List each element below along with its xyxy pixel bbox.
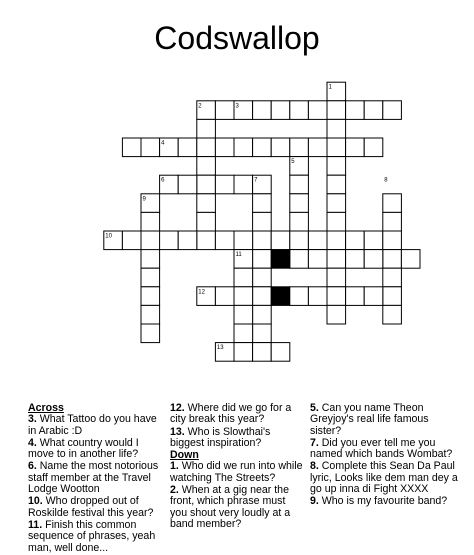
grid-cell[interactable] [327,212,346,231]
grid-cell[interactable] [215,101,234,120]
grid-cell[interactable] [383,231,402,250]
clue-text: Did you ever tell me you named which bands Wombat? [310,436,453,461]
clue-text: Can you name Theon Greyjoy's real life famous sister? [310,402,429,437]
clue-text: Complete this Sean Da Paul lyric, Looks like dem man dey a go up inna di Fight XXXX [310,460,458,496]
grid-cell[interactable] [290,194,309,213]
grid-cell[interactable] [234,231,253,250]
clue-item [170,427,304,450]
clue-item [170,461,304,484]
grid-cell[interactable] [383,250,402,269]
grid-cell[interactable] [253,343,272,362]
grid-cell[interactable] [141,324,160,343]
grid-cell[interactable] [383,287,402,306]
cell-number: 7 [254,177,258,184]
grid-cell[interactable] [290,231,309,250]
grid-cell[interactable] [215,175,234,194]
grid-cell[interactable] [308,250,327,269]
clue-text: Who is Slowthai's biggest inspiration? [170,425,271,449]
clue-text: Who dropped out of Roskilde festival this year? [28,495,154,519]
clue-item [310,461,460,495]
clue-number: 12. [170,402,188,414]
cell-number: 5 [291,159,295,166]
grid-cell[interactable] [290,250,309,269]
grid-cell[interactable] [327,194,346,213]
grid-cell[interactable] [122,138,141,157]
clue-item [310,403,460,437]
grid-cell[interactable] [253,287,272,306]
grid-cell[interactable] [346,287,365,306]
grid-cell[interactable] [197,157,216,176]
grid-cell[interactable] [290,212,309,231]
grid-cell[interactable] [141,287,160,306]
grid-cell[interactable] [290,101,309,120]
grid-cell[interactable] [141,268,160,287]
grid-cell[interactable] [234,324,253,343]
clue-item [28,438,162,461]
grid-cell[interactable] [346,250,365,269]
grid-cell[interactable] [253,305,272,324]
grid-cell[interactable] [215,138,234,157]
grid-cell[interactable] [141,138,160,157]
grid-cell[interactable] [141,250,160,269]
grid-cell[interactable] [308,101,327,120]
grid-cell[interactable] [364,231,383,250]
grid-cell[interactable] [308,231,327,250]
grid-cell[interactable] [327,157,346,176]
clue-text: What country would I move to in another life? [28,436,139,461]
cell-number: 11 [235,252,242,259]
grid-cell[interactable] [290,287,309,306]
clue-text: Where did we go for a city break this year? [170,402,292,426]
grid-cell[interactable] [308,138,327,157]
grid-cell[interactable] [364,138,383,157]
clue-item [310,438,460,461]
grid-cell[interactable] [197,119,216,138]
cell-number: 6 [161,177,165,184]
cell-number: 9 [142,196,146,203]
grid-cell[interactable] [234,268,253,287]
grid-cell[interactable] [327,231,346,250]
grid-cell[interactable] [197,194,216,213]
grid-cell[interactable] [271,343,290,362]
grid-cell[interactable] [290,175,309,194]
grid-cell[interactable] [122,231,141,250]
grid-cell[interactable] [364,101,383,120]
clue-number: 7. [310,436,322,449]
clue-item [170,403,304,426]
grid-cell[interactable] [327,175,346,194]
grid-cell[interactable] [234,305,253,324]
puzzle-title: Codswallop [154,20,320,56]
cell-number: 1 [328,84,332,91]
clue-number: 8. [310,460,322,473]
grid-cell[interactable] [364,287,383,306]
grid-cell[interactable] [383,212,402,231]
clue-item [28,520,162,554]
grid-cell[interactable] [364,250,383,269]
clue-number: 11. [28,518,46,531]
grid-cell[interactable] [215,231,234,250]
grid-cell[interactable] [383,268,402,287]
grid-cell[interactable] [234,175,253,194]
grid-cell[interactable] [271,101,290,120]
clue-number: 10. [28,495,46,508]
grid-cell[interactable] [327,101,346,120]
grid-cell[interactable] [197,212,216,231]
cell-number: 4 [161,140,165,147]
grid-cell[interactable] [197,175,216,194]
grid-cell[interactable] [178,175,197,194]
grid-cell[interactable] [271,231,290,250]
grid-cell[interactable] [197,138,216,157]
across-heading: Across [28,402,64,414]
grid-cell[interactable] [346,138,365,157]
grid-cell[interactable] [253,324,272,343]
grid-cell[interactable] [290,138,309,157]
clues-col-2 [170,403,304,531]
grid-cell[interactable] [346,101,365,120]
grid-cell[interactable] [253,250,272,269]
grid-cell[interactable] [308,287,327,306]
clue-text: Who did we run into while watching The Streets? [170,460,303,484]
cell-number: 12 [198,289,205,296]
grid-cell[interactable] [253,138,272,157]
grid-cell[interactable] [327,119,346,138]
clue-text: Finish this common sequence of phrases, yeah man, well done... [28,518,156,554]
grid-cell[interactable] [141,212,160,231]
cell-number: 13 [216,345,224,352]
grid-cell[interactable] [197,231,216,250]
clue-item [28,414,162,437]
grid-block [271,287,290,306]
clue-number: 3. [28,413,40,426]
clue-text: What Tattoo do you have in Arabic :D [28,413,157,437]
clues-col-3 [310,403,460,509]
grid-block [271,250,290,269]
grid-cell[interactable] [327,250,346,269]
grid-cell[interactable] [401,250,420,269]
grid-cell[interactable] [383,194,402,213]
clue-item [28,461,162,495]
grid-cell[interactable] [178,231,197,250]
clue-item [28,496,162,519]
grid-cell[interactable] [327,305,346,324]
clue-number: 13. [170,425,188,438]
clue-number: 5. [310,402,322,414]
clue-text: Who is my favourite band? [321,495,448,508]
grid-cell[interactable] [271,138,290,157]
grid-cell[interactable] [215,287,234,306]
grid-cell[interactable] [234,138,253,157]
clue-number: 1. [170,460,182,473]
grid-cell[interactable] [346,231,365,250]
clue-number: 4. [28,436,40,449]
clue-item [310,496,460,507]
grid-cell[interactable] [253,101,272,120]
grid-cell[interactable] [383,101,402,120]
grid-cell[interactable] [253,194,272,213]
clue-text: Name the most notorious staff member at the Travel Lodge Wootton [28,460,159,496]
grid-cell[interactable] [234,287,253,306]
grid-cell[interactable] [383,305,402,324]
cell-number: 2 [198,103,202,110]
grid-cell[interactable] [160,231,179,250]
grid-cell[interactable] [327,287,346,306]
clue-number: 6. [28,460,40,473]
grid-cell[interactable] [327,268,346,287]
cell-number: 3 [235,103,239,110]
clue-number: 9. [310,495,322,508]
grid-cell[interactable] [178,138,197,157]
cell-number: 8 [384,177,388,184]
grid-cell[interactable] [327,138,346,157]
grid-cell[interactable] [141,305,160,324]
clues-col-1 [28,403,162,555]
cell-number: 10 [105,233,112,240]
down-heading: Down [170,449,199,462]
clue-text: When at a gig near the front, which phrase must you shout very loudly at a band member? [170,484,291,530]
clue-number: 2. [170,484,182,497]
grid-cell[interactable] [253,212,272,231]
grid-cell[interactable] [234,343,253,362]
grid-cell[interactable] [253,231,272,250]
grid-cell[interactable] [253,268,272,287]
clue-item [170,485,304,530]
